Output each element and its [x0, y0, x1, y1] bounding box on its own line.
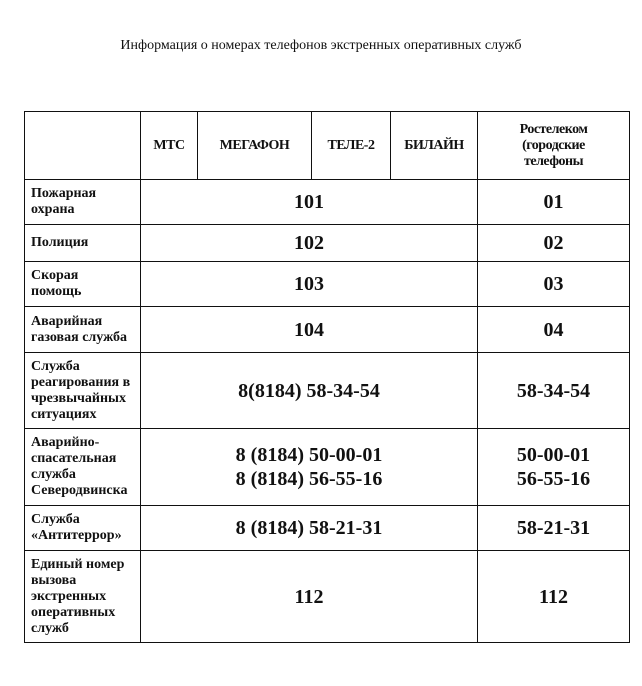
mobile-number-line: 112: [294, 585, 324, 608]
mobile-number: [141, 506, 478, 551]
service-label-line: «Антитеррор»: [31, 528, 122, 543]
mobile-number: [141, 429, 478, 506]
service-label-line: Аварийная: [31, 313, 103, 329]
mobile-number: [141, 180, 478, 225]
header-rostelecom-line: (городские: [522, 137, 585, 153]
landline-number-line: 58-34-54: [516, 379, 591, 402]
header-empty-cell: [25, 112, 141, 180]
landline-number: [478, 262, 630, 307]
mobile-number: [141, 353, 478, 429]
service-label-line: спасательная: [31, 451, 117, 466]
header-operator-megafon: МЕГАФОН: [198, 112, 312, 180]
header-operator-mts: МТС: [141, 112, 198, 180]
service-label: [25, 551, 141, 643]
mobile-number: [141, 307, 478, 353]
service-label: [25, 180, 141, 225]
table-row: [25, 225, 630, 262]
landline-number: [478, 307, 630, 353]
table-row: [25, 180, 630, 225]
table-row: [25, 429, 630, 506]
service-label-line: ситуациях: [31, 406, 97, 422]
service-label-line: Единый номер: [31, 556, 125, 572]
landline-number-line: 02: [543, 232, 564, 254]
table-row: [25, 262, 630, 307]
mobile-number-line: 101: [294, 191, 324, 213]
landline-number: [478, 429, 630, 506]
header-operator-beeline: БИЛАЙН: [391, 112, 478, 180]
table-row: [25, 353, 630, 429]
service-label-line: Служба: [31, 358, 80, 374]
service-label-line: служб: [31, 620, 69, 636]
service-label-line: Аварийно-: [31, 435, 100, 450]
header-rostelecom-line: телефоны: [523, 153, 583, 169]
mobile-number-line: 104: [294, 318, 324, 341]
mobile-number: [141, 262, 478, 307]
service-label-line: Служба: [31, 512, 80, 527]
service-label: [25, 307, 141, 353]
mobile-number-line: 8 (8184) 56-55-16: [235, 468, 383, 490]
service-label-line: помощь: [31, 284, 82, 299]
service-label-line: Скорая: [31, 268, 79, 283]
emergency-phones-table: [24, 111, 630, 643]
landline-number: [478, 225, 630, 262]
service-label-line: служба: [31, 467, 76, 482]
table-row: [25, 506, 630, 551]
service-label-line: экстренных: [31, 588, 107, 604]
service-label-line: оперативных: [31, 604, 116, 620]
service-label: [25, 506, 141, 551]
service-label-line: реагирования в: [31, 374, 131, 390]
landline-number: [478, 551, 630, 643]
mobile-number-line: 8 (8184) 50-00-01: [235, 444, 383, 466]
landline-number-line: 56-55-16: [516, 468, 591, 490]
landline-number-line: 112: [539, 585, 568, 608]
service-label: [25, 429, 141, 506]
landline-number: [478, 506, 630, 551]
service-label-line: вызова: [31, 572, 77, 588]
table-row: [25, 551, 630, 643]
table-row: [25, 307, 630, 353]
landline-number-line: 58-21-31: [516, 517, 591, 539]
landline-number-line: 03: [543, 273, 564, 295]
document-title: Информация о номерах телефонов экстренных оперативных служб: [120, 38, 522, 53]
landline-number-line: 01: [543, 191, 564, 213]
mobile-number: [141, 551, 478, 643]
mobile-number-line: 8 (8184) 58-21-31: [235, 517, 383, 539]
service-label-line: Пожарная: [31, 186, 97, 201]
service-label-line: охрана: [31, 202, 75, 217]
landline-number-line: 04: [543, 318, 564, 341]
landline-number-line: 50-00-01: [516, 444, 591, 466]
header-operator-tele2: ТЕЛЕ-2: [312, 112, 391, 180]
header-row: [25, 112, 630, 180]
landline-number: [478, 353, 630, 429]
mobile-number-line: 8(8184) 58-34-54: [238, 379, 380, 402]
landline-number: [478, 180, 630, 225]
header-rostelecom: [478, 112, 630, 180]
service-label-line: Северодвинска: [31, 483, 128, 498]
service-label-line: Полиция: [31, 235, 89, 250]
service-label-line: газовая служба: [31, 329, 128, 345]
mobile-number: [141, 225, 478, 262]
mobile-number-line: 102: [294, 232, 324, 254]
header-rostelecom-line: Ростелеком: [519, 121, 588, 137]
service-label: [25, 225, 141, 262]
service-label: [25, 262, 141, 307]
service-label: [25, 353, 141, 429]
mobile-number-line: 103: [294, 273, 324, 295]
service-label-line: чрезвычайных: [31, 390, 126, 406]
